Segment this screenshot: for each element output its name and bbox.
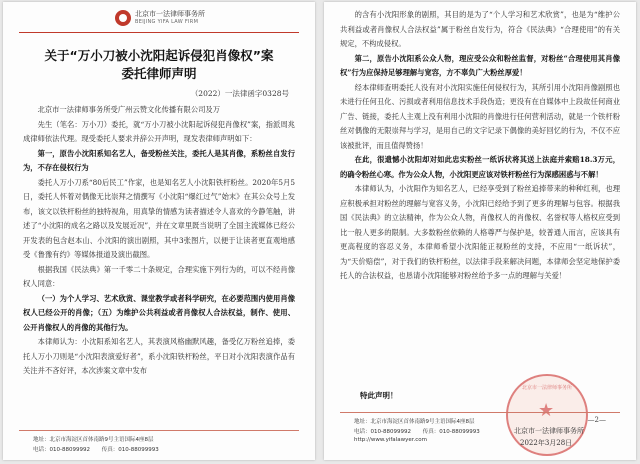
footer-phone: 电话：010-88099992 [354,429,411,435]
letterhead [3,8,315,32]
page1-body [23,103,295,379]
document-subtitle: 委托律师声明 [121,66,197,81]
paragraph: 本律师认为：小沈阳系知名艺人，其表演风格幽默风趣，备受亿万粉丝追捧，委托人万小刀则是“小沈阳表演爱好者”，系小沈阳铁杆粉丝，平日对小沈阳表演作品有关注并不吝好评，本次涉案文章中发布 [23,337,295,375]
firm-name-en: BEIJING YIFA LAW FIRM [135,19,199,25]
paragraph: 北京市一法律师事务所受广州云赞文化传播有限公司及万 [37,105,221,114]
footer-address: 地址：北京市海淀区首体南路9号主语国际4座8层 [33,437,154,443]
paragraph: 根据我国《民法典》第一千零二十条规定，合理实施下列行为的，可以不经肖像权人同意： [23,264,295,288]
paragraph: 先生（笔名：万小刀）委托，就“万小刀被小沈阳起诉侵犯肖像权”案，指派周兆成律师依法代理。现受委托人要求并辞公开声明，现发表律师声明如下： [23,119,295,143]
footer-phone: 电话：010-88099992 [33,447,90,453]
document-page-2 [324,2,636,460]
letterhead-rule [19,32,299,33]
footer-fax: 传真：010-88099993 [101,447,159,453]
emphasis-paragraph: 在此，很遗憾小沈阳却对如此忠实粉丝一纸诉状将其送上法庭并索赔18.3万元，的确令粉丝心寒。作为公众人物，小沈阳更应该对铁杆粉丝行为深感困惑与不解！ [340,155,620,179]
footer-website: http://www.yifalawyer.com [354,437,427,443]
paragraph: 经本律师查明委托人没有对小沈阳实施任何侵权行为，其所引用小沈阳肖像剧照也未进行任何丑化、污损或者利用信息技术手段伪造；更没有在自媒体中上段故任何商业广告、链接，委托人主观上没有利用小沈阳的肖像进行任何营利活动，就是一个铁杆粉丝对偶像的无限崇拜与学习，是用自己的文字记录下偶像的美好回忆的行为，不仅不应该被批评，而且值得赞扬！ [340,82,620,150]
firm-name-cn: 北京市一法律师事务所 [135,10,205,18]
signature-firm: 北京市一法律师事务所 [514,427,584,435]
page2-body [340,8,620,284]
paragraph: 委托人万小刀系“80后民工”作家，也是知名艺人小沈阳铁杆粉丝。2020年5月5日，委托人怀着对偶像无比崇拜之情撰写《小沈阳“爆红过气”始末》在其公众号上发布，该文以铁杆粉丝的独特视角，用真挚的情感为读者描述令人喜欢的今静笔触，讲述了“小沈阳的成名之路以及发展近况”，并在文章里既当说明了全国主流媒体已经公开发表的包含赵本山、小沈阳的演出剧照，其中3张图片，以便于让读者更直观地感受《鲁豫有约》等媒体报道及演出截图。 [23,177,295,259]
heading-point-1: 第一，原告小沈阳系知名艺人，备受粉丝关注，委托人是其肖像，系粉丝自发行为，不存在侵权行为 [23,148,295,172]
document-title: 关于“万小刀被小沈阳起诉侵犯肖像权”案 [44,48,274,63]
footer-contacts [354,427,490,435]
page-number: —2— [587,416,606,424]
paragraph: 本律师认为，小沈阳作为知名艺人，已经享受到了粉丝追捧带来的种种红利，也理应积极承担对粉丝的理解与宽容义务，小沈阳已经给予到了更多的理解与包容。根据我国《民法典》的立法精神，作为公众人物，肖像权人的肖像权、名誉权等人格权应受到比一般人更多的限制。大多数粉丝依赖的人格尊严与保护是，较普通人而言，应该具有更高程度的容忍义务，本律师希望小沈阳能正视粉丝的支持，不应用“一纸诉状”，为“天价赔偿”，对于我们的铁杆粉丝，以法律手段来解决问题，本律师会坚定地保护委托人的合法权益，也恳请小沈阳能够对粉丝给予多一点的理解与关爱！ [340,184,620,280]
signature-date: 2022年3月28日 [520,439,573,447]
legal-clause: （一）为个人学习、艺术欣赏、课堂教学或者科学研究，在必要范围内使用肖像权人已经公开的肖像；（五）为维护公共利益或者肖像权人合法权益，制作、使用、公开肖像权人的肖像的其他行为。 [23,293,295,332]
seal-text: ★ 北京市一法律师事务所 [521,385,572,391]
footer-address: 地址：北京市海淀区首体南路9号主语国际4座8层 [354,419,475,425]
firm-logo-icon [115,10,131,26]
footer-rule [19,430,299,431]
footer-rule [340,412,620,413]
footer-fax: 传真：010-88099993 [422,429,480,435]
paragraph: 的含有小沈阳形象的剧照，其目的是为了“个人学习和艺术欣赏”，也是为“维护公共利益或者肖像权人合法权益”属于粉丝自发行为，符合《民法典》“合理使用”的有关规定，不构成侵权。 [340,10,620,48]
heading-point-2: 第二，原告小沈阳系公众人物，理应受公众和粉丝监督，对粉丝“合理使用其肖像权”行为应保持足够理解与宽容，方不辜负广大粉丝厚爱！ [340,53,620,77]
closing-statement: 特此声明！ [360,391,398,400]
document-page-1 [3,2,315,460]
footer-contacts [33,445,169,453]
reference-number: （2022）一法律函字0328号 [190,89,289,98]
